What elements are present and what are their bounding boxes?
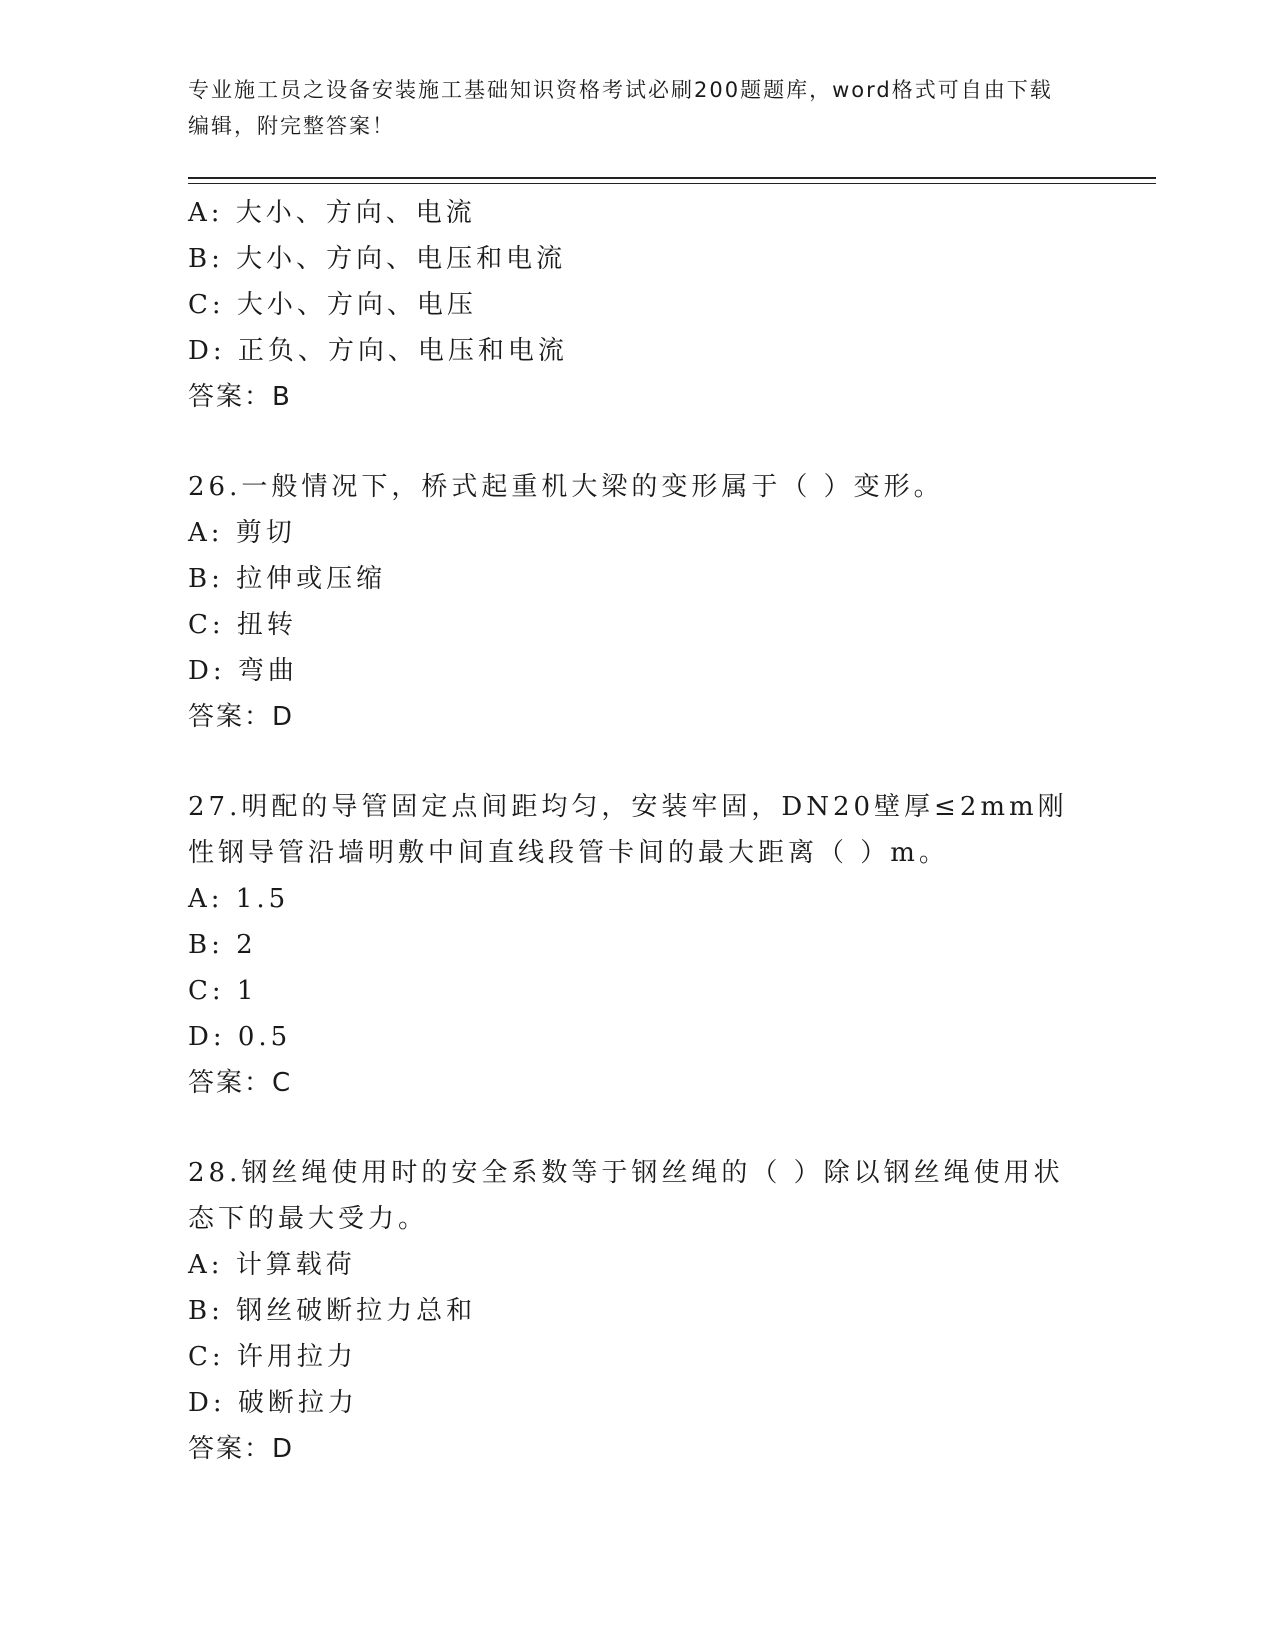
- option-d: D: 正负、方向、电压和电流: [188, 336, 568, 366]
- question-27: [188, 784, 1088, 1106]
- option-b: B: 钢丝破断拉力总和: [188, 1296, 477, 1326]
- option-d: D: 弯曲: [188, 656, 298, 686]
- option-b: B: 2: [188, 930, 257, 960]
- option-c: C: 许用拉力: [188, 1342, 357, 1372]
- option-a: A: 剪切: [188, 518, 296, 548]
- question-list: [188, 190, 1088, 1472]
- question-26: [188, 464, 1088, 740]
- option-b: B: 大小、方向、电压和电流: [188, 244, 567, 274]
- question-text: 26.一般情况下，桥式起重机大梁的变形属于（ ）变形。: [188, 472, 944, 502]
- option-d: D: 0.5: [188, 1022, 292, 1052]
- option-a: A: 大小、方向、电流: [188, 198, 476, 228]
- question-text: 28.钢丝绳使用时的安全系数等于钢丝绳的（ ）除以钢丝绳使用状态下的最大受力。: [188, 1158, 1064, 1234]
- answer: 答案：B: [188, 382, 292, 412]
- question-text: 27.明配的导管固定点间距均匀，安装牢固，DN20壁厚≤2mm刚性钢导管沿墙明敷中间直线段管卡间的最大距离（ ）m。: [188, 792, 1068, 868]
- partial-question: [188, 190, 1088, 420]
- option-d: D: 破断拉力: [188, 1388, 358, 1418]
- answer: 答案：C: [188, 1068, 293, 1098]
- option-c: C: 大小、方向、电压: [188, 290, 477, 320]
- question-28: [188, 1150, 1088, 1472]
- option-c: C: 1: [188, 976, 258, 1006]
- document-header: 专业施工员之设备安装施工基础知识资格考试必刷200题题库，word格式可自由下载编辑，附完整答案！: [188, 78, 1053, 138]
- option-a: A: 1.5: [188, 884, 290, 914]
- answer: 答案：D: [188, 702, 295, 732]
- header-rule-thin: [188, 183, 1156, 184]
- header-rule-thick: [188, 177, 1156, 179]
- option-c: C: 扭转: [188, 610, 297, 640]
- answer: 答案：D: [188, 1434, 295, 1464]
- option-b: B: 拉伸或压缩: [188, 564, 387, 594]
- option-a: A: 计算载荷: [188, 1250, 356, 1280]
